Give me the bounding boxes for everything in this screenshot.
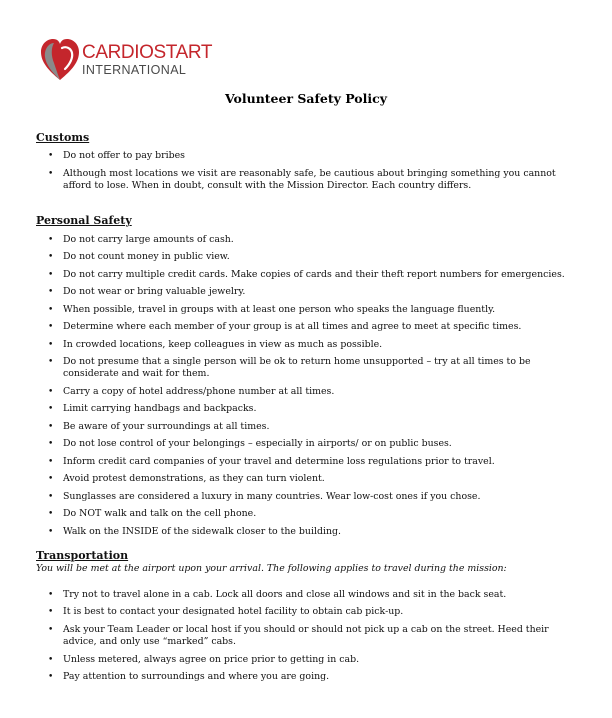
list-item: • Do not count money in public view. [36, 251, 581, 263]
list-item: • Do not carry multiple credit cards. Make copies of cards and their theft report numbers for emergencies. [36, 269, 581, 281]
list-item: • Pay attention to surroundings and where you are going. [36, 671, 581, 683]
cardiostart-logo [40, 38, 213, 84]
list-item: • Do NOT walk and talk on the cell phone. [36, 508, 581, 520]
list-item: • Determine where each member of your group is at all times and agree to meet at specific times. [36, 321, 581, 333]
list-item: • Do not carry large amounts of cash. [36, 234, 581, 246]
list-item: • When possible, travel in groups with at least one person who speaks the language fluently. [36, 304, 581, 316]
section-customs [36, 131, 581, 192]
section-personal-safety [36, 214, 581, 538]
list-item: • Unless metered, always agree on price prior to getting in cab. [36, 654, 581, 666]
transportation-list [36, 589, 581, 683]
list-item: • It is best to contact your designated hotel facility to obtain cab pick-up. [36, 606, 581, 618]
heart-logo-icon [40, 38, 80, 82]
list-item: • Try not to travel alone in a cab. Lock all doors and close all windows and sit in the back seat. [36, 589, 581, 601]
list-item: • Do not lose control of your belongings – especially in airports/ or on public buses. [36, 438, 581, 450]
section-heading: Personal Safety [36, 214, 132, 228]
list-item: • Ask your Team Leader or local host if you should or should not pick up a cab on the street. Heed their advice, and only use “marked” cabs. [36, 624, 581, 648]
list-item: • Do not wear or bring valuable jewelry. [36, 286, 581, 298]
list-item: • In crowded locations, keep colleagues in view as much as possible. [36, 339, 581, 351]
logo-wordmark: CARDIOSTART [82, 42, 213, 63]
list-item: • Sunglasses are considered a luxury in many countries. Wear low-cost ones if you chose. [36, 491, 581, 503]
list-item: • Although most locations we visit are reasonably safe, be cautious about bringing something you cannot afford to lose. When in doubt, consult with the Mission Director. Each country differs. [36, 168, 581, 192]
list-item: • Do not presume that a single person will be ok to return home unsupported – try at all times to be considerate and wait for them. [36, 356, 581, 380]
list-item: • Do not offer to pay bribes [36, 150, 581, 162]
page-title: Volunteer Safety Policy [224, 91, 388, 106]
section-transportation [36, 549, 581, 683]
policy-content [36, 131, 581, 683]
customs-list [36, 150, 581, 192]
list-item: • Be aware of your surroundings at all times. [36, 421, 581, 433]
list-item: • Limit carrying handbags and backpacks. [36, 403, 581, 415]
personal-safety-list [36, 234, 581, 538]
section-heading: Transportation [36, 548, 129, 562]
transportation-note: You will be met at the airport upon your arrival. The following applies to travel during the mission: [36, 562, 507, 574]
list-item: • Walk on the INSIDE of the sidewalk closer to the building. [36, 526, 581, 538]
list-item: • Inform credit card companies of your travel and determine loss regulations prior to travel. [36, 456, 581, 468]
logo-subtitle: INTERNATIONAL [82, 63, 187, 77]
list-item: • Avoid protest demonstrations, as they can turn violent. [36, 473, 581, 485]
section-heading: Customs [36, 131, 90, 144]
list-item: • Carry a copy of hotel address/phone number at all times. [36, 386, 581, 398]
